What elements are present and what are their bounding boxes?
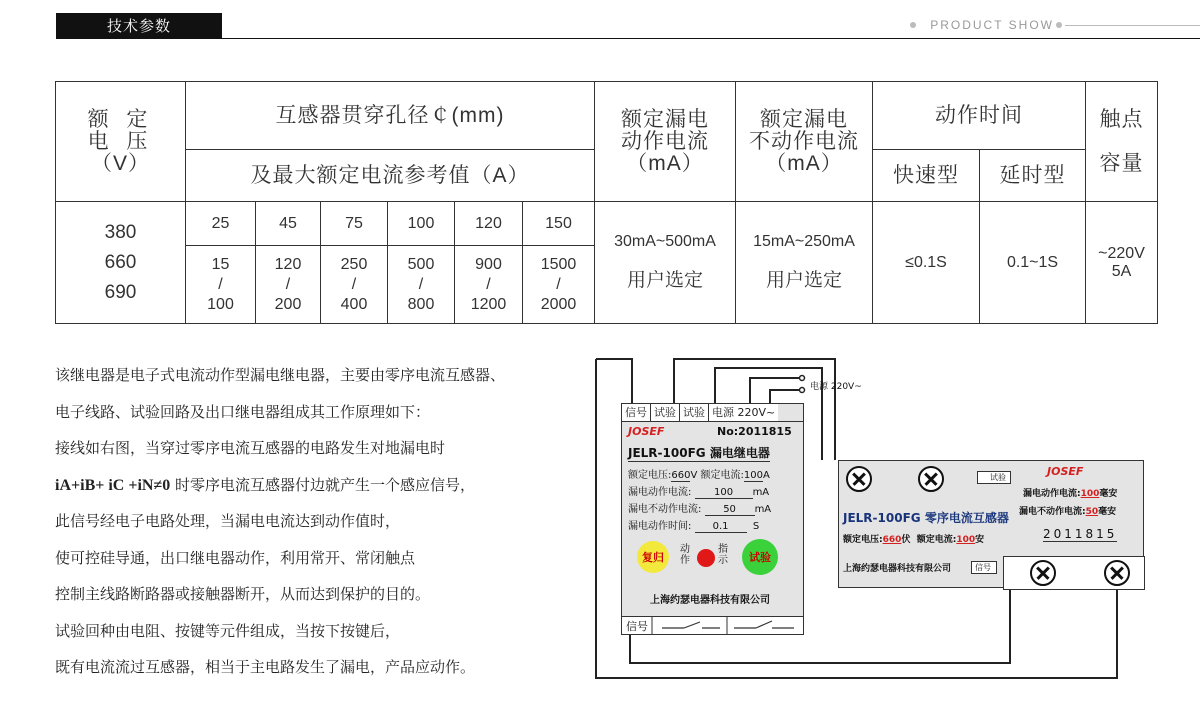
relay-terminal-labels: 信号 试验 试验 电源 220V~ — [622, 404, 803, 422]
relay-model: JELR-100FG 漏电继电器 — [628, 446, 770, 460]
header-action-time: 动作时间 — [873, 82, 1086, 150]
header-dot-right — [1056, 22, 1062, 28]
header-fast-type: 快速型 — [873, 150, 980, 202]
description-line: 此信号经电子电路处理，当漏电电流达到动作值时， — [55, 512, 401, 530]
ct-terminal-1 — [846, 466, 872, 492]
ct-nonact-current: 漏电不动作电流:50毫安 — [1019, 507, 1117, 517]
ct-model: JELR-100FG 零序电流互感器 — [843, 511, 1009, 525]
delay-time-value: 0.1~1S — [980, 202, 1086, 324]
reset-button[interactable]: 复归 — [637, 541, 669, 573]
contact-value: ~220V 5A — [1086, 202, 1158, 324]
power-supply-label: 电源 220V~ — [810, 382, 862, 392]
description-line: 该继电器是电子式电流动作型漏电继电器，主要由零序电流互感器、 — [55, 366, 506, 384]
leak-act-value: 30mA~500mA 用户选定 — [595, 202, 736, 324]
current-ref-cell: 900 / 1200 — [455, 246, 523, 324]
header-hole-size: 互感器贯穿孔径￠(mm) — [186, 82, 595, 150]
description-line: 试验回种由电阻、按键等元件组成，当按下按键后， — [55, 621, 401, 640]
contact-symbols — [622, 617, 805, 634]
ct-company: 上海约瑟电器科技有限公司 — [843, 564, 952, 574]
relay-rated-values: 额定电压:660V 额定电流:100A — [628, 470, 770, 481]
header-dot-left — [910, 22, 916, 28]
ct-act-current: 漏电动作电流:100毫安 — [1023, 489, 1118, 499]
hole-size-cell: 120 — [455, 202, 523, 246]
header-leak-act-current: 额定漏电 动作电流 （mA） — [595, 82, 736, 202]
current-ref-cell: 120 / 200 — [256, 246, 321, 324]
header-current-ref: 及最大额定电流参考值（A） — [186, 150, 595, 202]
ct-test-tag: 试验 — [977, 471, 1011, 484]
header-voltage: 额 定 电 压 （V） — [56, 82, 186, 202]
header-contact-capacity: 触点 容量 — [1086, 82, 1158, 202]
current-ref-cell: 250 / 400 — [321, 246, 388, 324]
description-text — [55, 357, 595, 686]
description-line: 电子线路、试验回路及出口继电器组成其工作原理如下： — [55, 402, 431, 421]
act-indicator-label: 动作 — [680, 544, 690, 566]
ct-signal-terminal-block — [1003, 556, 1145, 590]
header-thin-line — [1065, 25, 1200, 26]
description-line: 控制主线路断路器或接触器断开，从而达到保护的目的。 — [55, 585, 431, 603]
relay-output-terminals — [622, 616, 803, 634]
relay-signal-label: 信号 — [626, 620, 648, 633]
section-title: 技术参数 — [56, 13, 222, 39]
header-divider — [222, 38, 1200, 39]
test-button[interactable]: 试验 — [742, 539, 778, 575]
ct-rated-values: 额定电压:660伏 额定电流:100安 — [843, 535, 985, 545]
description-line: 既有电流流过互感器，相当于主电路发生了漏电，产品应动作。 — [55, 658, 476, 676]
hole-size-cell: 75 — [321, 202, 388, 246]
header-delay-type: 延时型 — [980, 150, 1086, 202]
wiring-diagram — [590, 348, 1160, 688]
relay-nonact-current: 漏电不动作电流: 50 mA — [628, 504, 772, 515]
spec-table — [55, 81, 1158, 324]
hole-size-cell: 25 — [186, 202, 256, 246]
indicator-label: 指示 — [718, 544, 728, 566]
relay-company: 上海约瑟电器科技有限公司 — [650, 595, 770, 606]
fast-time-value: ≤0.1S — [873, 202, 980, 324]
ct-terminal-2 — [918, 466, 944, 492]
action-indicator-light — [697, 549, 715, 567]
leakage-relay — [621, 403, 804, 635]
product-show-label: PRODUCT SHOW — [930, 18, 1054, 32]
ct-signal-tag: 信号 — [971, 561, 997, 574]
current-ref-cell: 15 / 100 — [186, 246, 256, 324]
ct-brand: JOSEF — [1047, 465, 1084, 478]
relay-act-current: 漏电动作电流: 100 mA — [628, 487, 770, 498]
hole-size-cell: 45 — [256, 202, 321, 246]
relay-serial: No:2011815 — [717, 425, 792, 438]
relay-act-time: 漏电动作时间: 0.1 S — [628, 521, 760, 532]
ct-terminal-4 — [1104, 560, 1130, 586]
description-line: iA+iB+ iC +iN≠0 时零序电流互感器付边就产生一个感应信号， — [55, 475, 476, 494]
relay-brand: JOSEF — [628, 425, 665, 438]
leak-formula: iA+iB+ iC +iN≠0 — [55, 476, 171, 494]
current-ref-cell: 500 / 800 — [388, 246, 455, 324]
description-line: 接线如右图，当穿过零序电流互感器的电路发生对地漏电时 — [55, 439, 446, 457]
leak-nonact-value: 15mA~250mA 用户选定 — [736, 202, 873, 324]
ct-terminal-3 — [1030, 560, 1056, 586]
header-leak-nonact-current: 额定漏电 不动作电流 （mA） — [736, 82, 873, 202]
description-line: 使可控硅导通，出口继电器动作，利用常开、常闭触点 — [55, 548, 416, 567]
ct-serial: 2011815 — [1043, 527, 1118, 541]
voltage-values: 380 660 690 — [56, 202, 186, 324]
current-ref-cell: 1500 / 2000 — [523, 246, 595, 324]
hole-size-cell: 150 — [523, 202, 595, 246]
hole-size-cell: 100 — [388, 202, 455, 246]
